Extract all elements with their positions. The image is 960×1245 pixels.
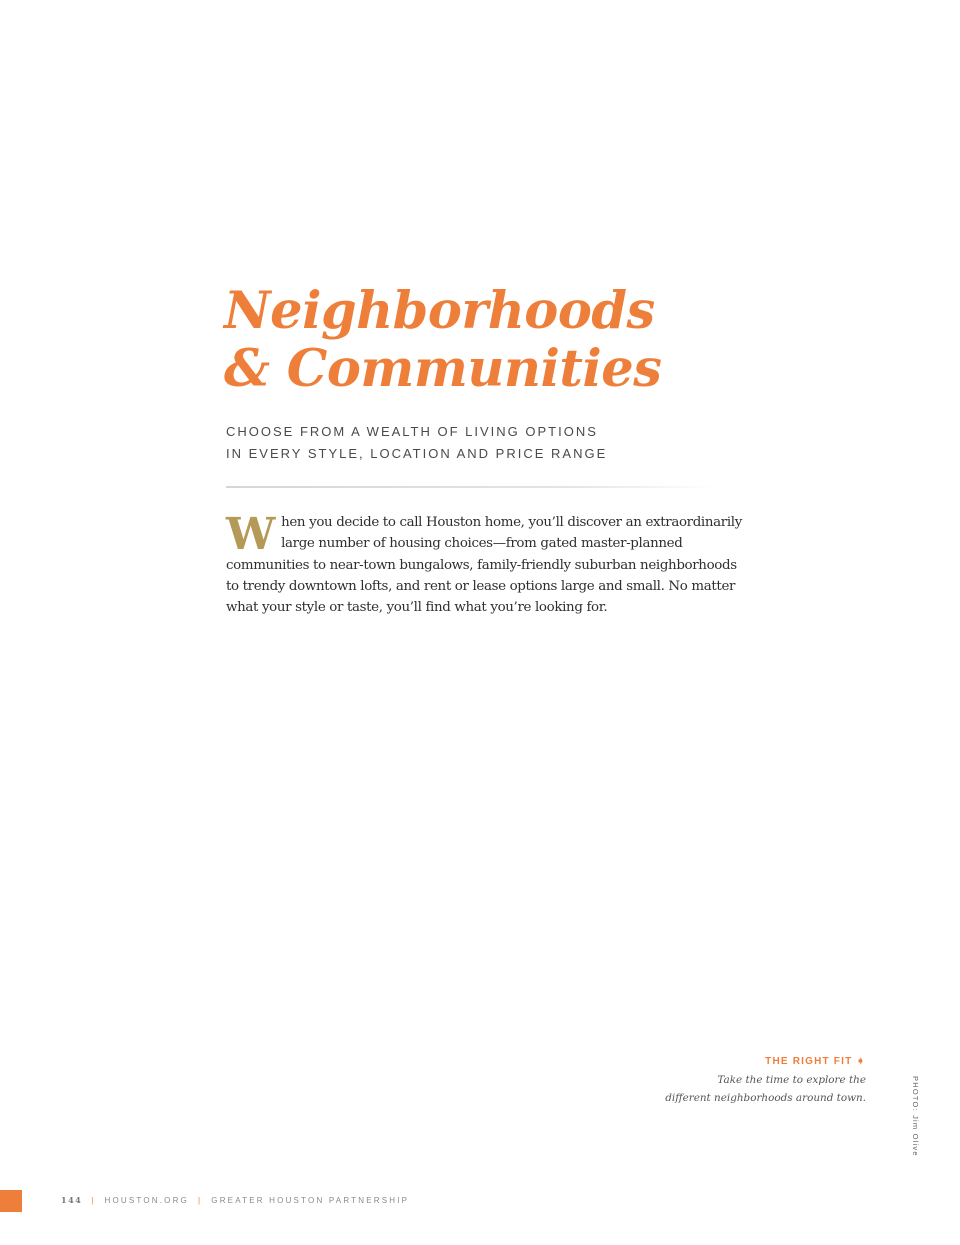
page-number: 144 xyxy=(61,1195,83,1205)
footer-color-tab xyxy=(0,1190,22,1212)
caption-title xyxy=(626,1054,866,1070)
caption-line-1: Take the time to explore the xyxy=(717,1074,866,1086)
subtitle-line-1: CHOOSE FROM A WEALTH OF LIVING OPTIONS xyxy=(226,424,598,439)
footer-separator: | xyxy=(91,1196,96,1205)
footer-site: HOUSTON.ORG xyxy=(104,1196,189,1205)
page-title xyxy=(224,282,661,398)
photo-caption xyxy=(626,1054,866,1107)
footer xyxy=(61,1195,409,1205)
caption-text xyxy=(626,1071,866,1107)
subtitle-line-2: IN EVERY STYLE, LOCATION AND PRICE RANGE xyxy=(226,446,608,461)
intro-paragraph xyxy=(226,509,746,618)
caption-title-text: THE RIGHT FIT xyxy=(765,1056,853,1067)
subtitle xyxy=(226,421,607,465)
right-arrow-icon: ➧ xyxy=(856,1056,866,1067)
caption-line-2: different neighborhoods around town. xyxy=(665,1092,866,1104)
footer-organization: GREATER HOUSTON PARTNERSHIP xyxy=(211,1196,410,1205)
divider xyxy=(226,486,716,488)
drop-cap: W xyxy=(226,509,276,560)
photo-credit: PHOTO: Jim Olive xyxy=(911,1076,920,1157)
title-line-2: & Communities xyxy=(224,339,662,399)
footer-separator: | xyxy=(198,1196,203,1205)
title-line-1: Neighborhoods xyxy=(224,281,655,341)
intro-text: hen you decide to call Houston home, you’ll discover an extraordinarily large number of housing choices—from gated master-planned communities to near-town bungalows, family-friendly suburban neighborhoods to trendy downtown lofts, and rent or lease options large and small. No matter what your style or taste, you’ll find what you’re looking for. xyxy=(226,515,742,616)
